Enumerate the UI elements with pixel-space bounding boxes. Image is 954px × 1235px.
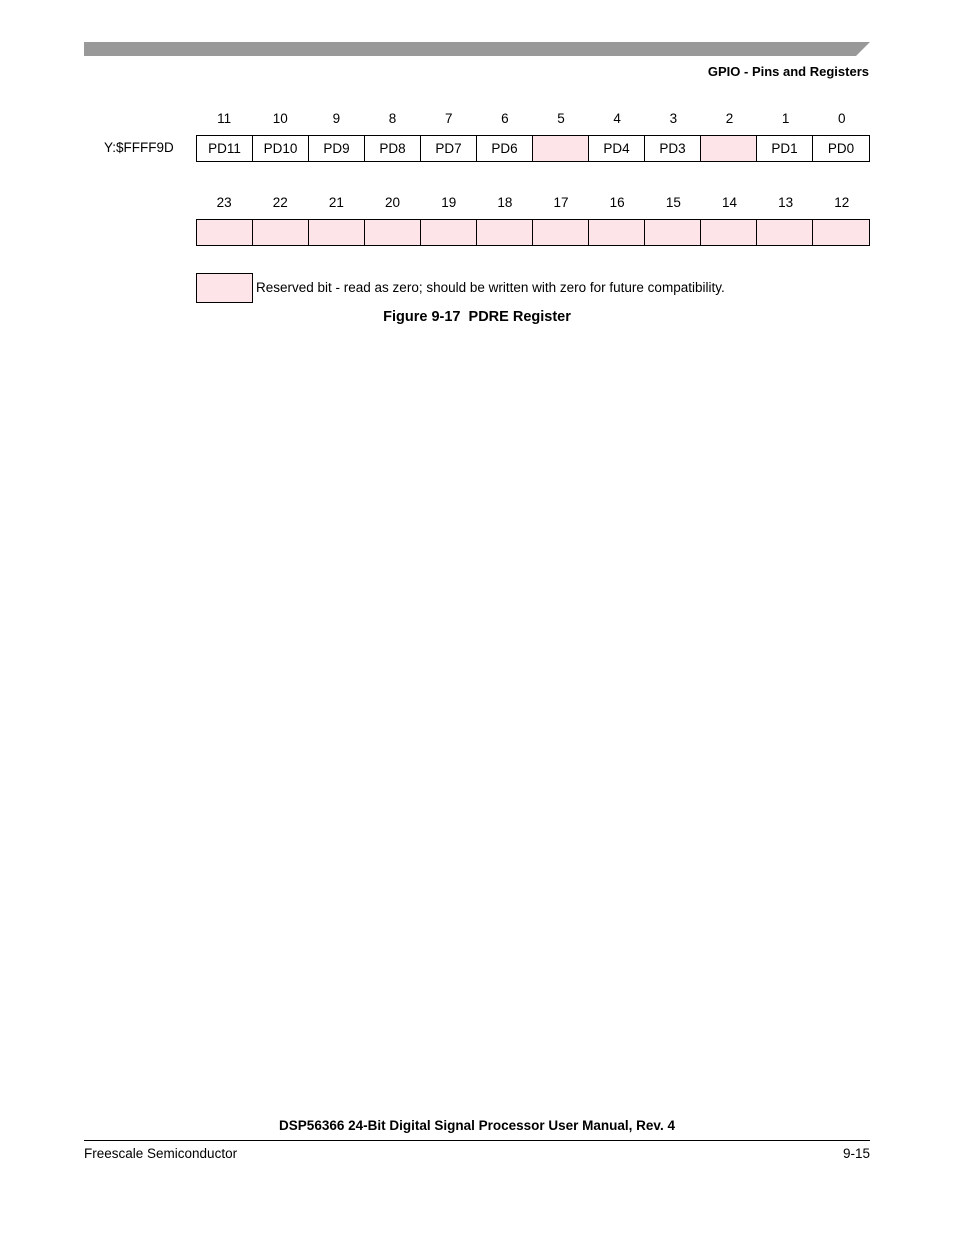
bit-field: [309, 220, 365, 245]
footer-company: Freescale Semiconductor: [84, 1146, 238, 1161]
bit-field: PD8: [365, 136, 421, 161]
bit-field: PD0: [827, 141, 855, 156]
bit-number: 7: [444, 111, 453, 126]
register-fields-high: [196, 219, 870, 246]
footer-divider: [84, 1140, 870, 1141]
bit-number: 6: [501, 111, 509, 126]
bit-number: 16: [609, 195, 625, 210]
bit-number: 10: [272, 111, 288, 126]
register-fields-low: [196, 135, 870, 162]
bit-number: 3: [669, 111, 678, 126]
reserved-legend-text: Reserved bit - read as zero; should be written with zero for future compatibility.: [256, 280, 725, 295]
bit-field: PD10: [253, 136, 309, 161]
bit-field: [477, 220, 533, 245]
bit-number: 13: [778, 195, 794, 210]
bit-numbers-low: [196, 111, 870, 129]
bit-numbers-high: [196, 195, 870, 213]
figure-caption: Figure 9-17 PDRE Register: [383, 309, 571, 325]
bit-number: 2: [725, 111, 734, 126]
bit-number: 5: [557, 111, 565, 126]
bit-number: 11: [217, 111, 232, 126]
bit-number: 21: [328, 195, 344, 210]
bit-field: [533, 220, 589, 245]
reserved-legend-swatch: [196, 273, 253, 303]
bit-field: PD6: [477, 136, 533, 161]
bit-number: 14: [721, 195, 737, 210]
bit-number: 23: [216, 195, 232, 210]
bit-field: [365, 220, 421, 245]
bit-number: 22: [272, 195, 288, 210]
bit-number: 20: [385, 195, 401, 210]
header-bar: [84, 42, 870, 56]
bit-field: PD1: [757, 136, 813, 161]
bit-field: [421, 220, 477, 245]
register-address-label: Y:$FFFF9D: [104, 140, 174, 155]
bit-number: 9: [332, 111, 341, 126]
bit-number: 12: [834, 195, 850, 210]
bit-field: PD9: [309, 136, 365, 161]
bit-number: 18: [497, 195, 513, 210]
bit-number: 8: [388, 111, 397, 126]
bit-field: [253, 220, 309, 245]
bit-number: 4: [613, 111, 621, 126]
bit-field: [701, 136, 757, 161]
footer-manual-title: DSP56366 24-Bit Digital Signal Processor User Manual, Rev. 4: [279, 1118, 675, 1133]
bit-number: 19: [441, 195, 457, 210]
bit-field: [813, 220, 869, 245]
bit-field: [197, 220, 253, 245]
bit-field: [533, 136, 589, 161]
bit-number: 0: [838, 111, 846, 126]
section-title: GPIO - Pins and Registers: [707, 64, 869, 79]
bit-field: PD11: [197, 136, 253, 161]
bit-field: PD7: [421, 136, 477, 161]
bit-field: PD4: [589, 136, 645, 161]
bit-number: 17: [553, 195, 569, 210]
footer-page-number: 9-15: [842, 1146, 870, 1161]
bit-number: 15: [665, 195, 681, 210]
bit-field: [701, 220, 757, 245]
bit-field: [757, 220, 813, 245]
bit-field: [645, 220, 701, 245]
bit-field: PD3: [645, 136, 701, 161]
bit-number: 1: [781, 111, 790, 126]
bit-field: [589, 220, 645, 245]
